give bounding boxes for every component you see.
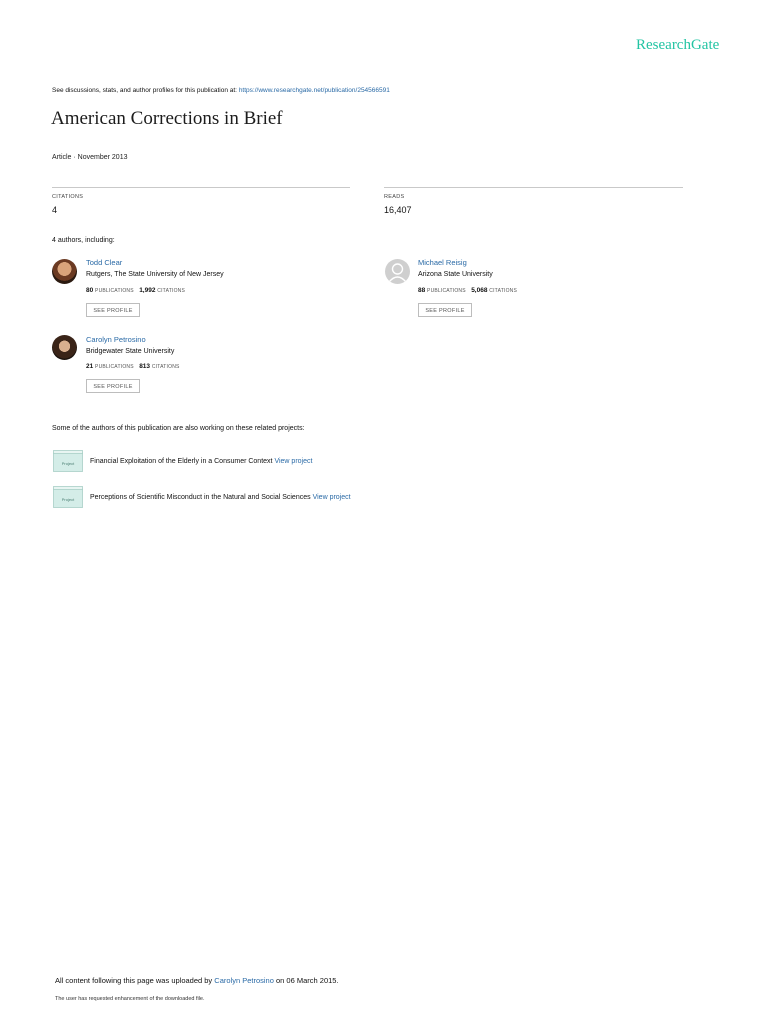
- reads-value: 16,407: [384, 205, 412, 215]
- citations-label: CITATIONS: [489, 288, 518, 294]
- publications-label: PUBLICATIONS: [427, 288, 466, 294]
- publications-count: 80: [86, 287, 94, 294]
- enhancement-note: The user has requested enhancement of the downloaded file.: [55, 996, 205, 1002]
- view-project-link[interactable]: View project: [312, 494, 351, 501]
- project-item: [90, 494, 351, 501]
- upload-prefix: All content following this page was uploaded by: [55, 976, 213, 985]
- author-avatar[interactable]: [385, 259, 410, 284]
- publications-label: PUBLICATIONS: [95, 288, 134, 294]
- upload-suffix: on 06 March 2015.: [276, 976, 339, 985]
- citations-count: 1,992: [139, 287, 156, 294]
- citations-divider: [52, 187, 350, 188]
- author-stats: [86, 287, 185, 294]
- author-institution: Bridgewater State University: [86, 348, 175, 355]
- citations-label: CITATIONS: [52, 194, 84, 200]
- citations-value: 4: [52, 205, 58, 215]
- project-folder-icon: [53, 486, 83, 508]
- author-avatar[interactable]: [52, 335, 77, 360]
- page-title: American Corrections in Brief: [51, 108, 283, 129]
- reads-divider: [384, 187, 683, 188]
- author-name-carolyn-petrosino[interactable]: Carolyn Petrosino: [86, 335, 146, 344]
- publications-count: 88: [418, 287, 426, 294]
- author-name-michael-reisig[interactable]: Michael Reisig: [418, 258, 467, 267]
- related-projects-heading: Some of the authors of this publication are also working on these related projects:: [52, 425, 305, 432]
- author-name-todd-clear[interactable]: Todd Clear: [86, 258, 123, 267]
- authors-heading: 4 authors, including:: [52, 237, 115, 244]
- author-stats: [418, 287, 517, 294]
- citations-count: 5,068: [471, 287, 488, 294]
- author-avatar[interactable]: [52, 259, 77, 284]
- citations-label: CITATIONS: [157, 288, 186, 294]
- project-title: Perceptions of Scientific Misconduct in the Natural and Social Sciences: [90, 494, 311, 501]
- author-stats: [86, 363, 180, 370]
- reads-label: READS: [384, 194, 405, 200]
- project-icon-label: Project: [61, 461, 75, 466]
- citations-count: 813: [139, 363, 151, 370]
- see-profile-button[interactable]: SEE PROFILE: [86, 303, 140, 317]
- see-profile-button[interactable]: SEE PROFILE: [86, 379, 140, 393]
- researchgate-logo[interactable]: ResearchGate: [636, 37, 720, 53]
- discussion-line: [52, 87, 390, 94]
- view-project-link[interactable]: View project: [274, 458, 313, 465]
- discussion-prefix: See discussions, stats, and author profiles for this publication at:: [52, 87, 237, 94]
- default-avatar-icon: [385, 259, 410, 284]
- author-institution: Rutgers, The State University of New Jersey: [86, 271, 224, 278]
- publications-count: 21: [86, 363, 94, 370]
- citations-label: CITATIONS: [151, 364, 180, 370]
- publication-link[interactable]: https://www.researchgate.net/publication/254566591: [238, 87, 390, 94]
- article-meta: Article · November 2013: [52, 154, 128, 161]
- project-title: Financial Exploitation of the Elderly in a Consumer Context: [90, 458, 273, 465]
- project-icon-label: Project: [61, 497, 75, 502]
- publications-label: PUBLICATIONS: [95, 364, 134, 370]
- upload-note: [55, 976, 339, 985]
- author-institution: Arizona State University: [418, 271, 493, 278]
- see-profile-button[interactable]: SEE PROFILE: [418, 303, 472, 317]
- project-item: [90, 458, 312, 465]
- uploader-link[interactable]: Carolyn Petrosino: [214, 976, 274, 985]
- project-folder-icon: [53, 450, 83, 472]
